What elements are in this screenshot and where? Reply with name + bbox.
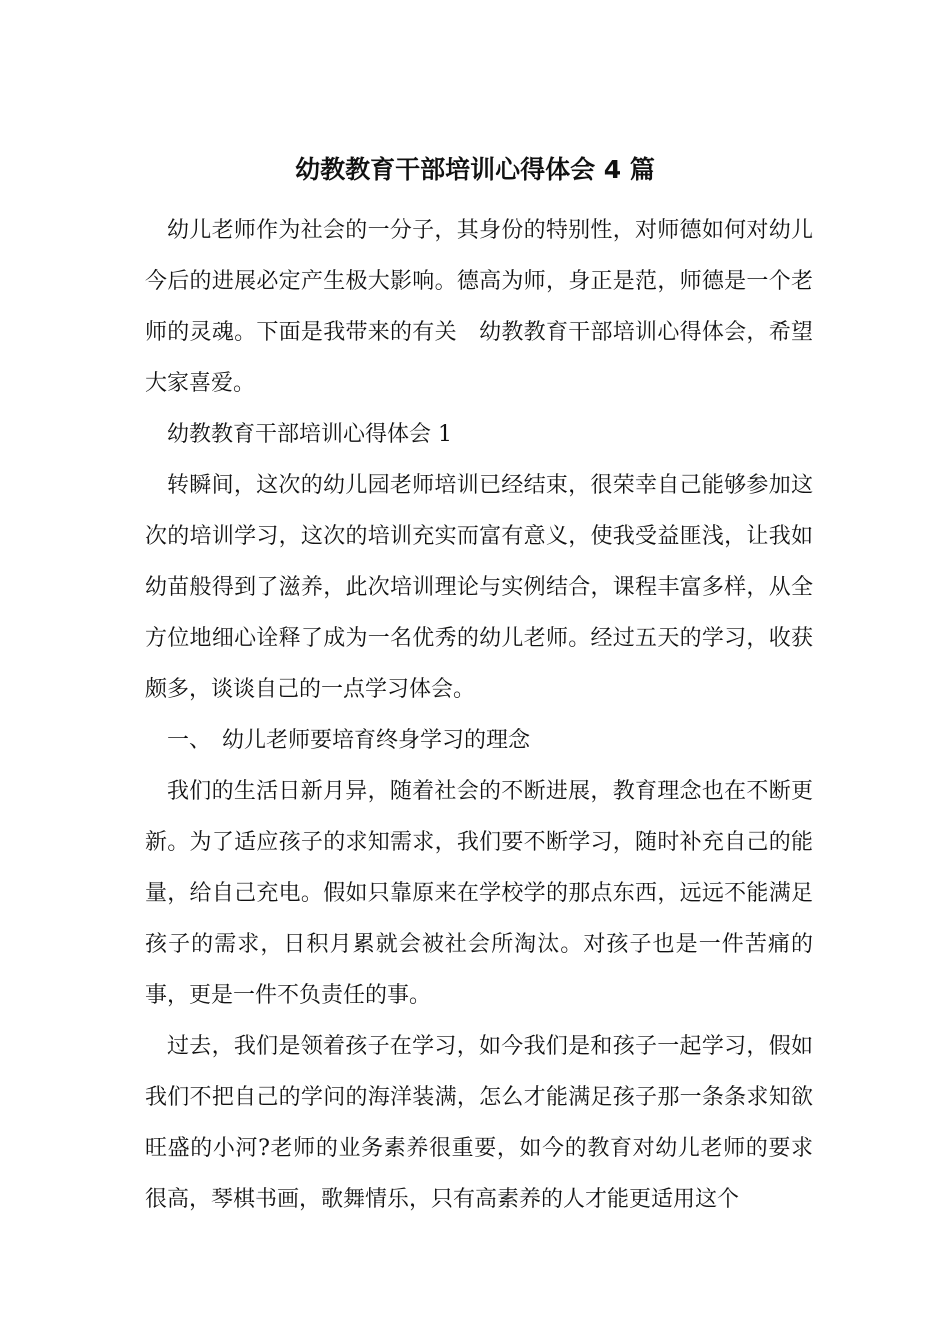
body-paragraph: 过去，我们是领着孩子在学习，如今我们是和孩子一起学习，假如我们不把自己的学问的海洋装满，怎么才能满足孩子那一条条求知欲旺盛的小河?老师的业务素养很重要，如今的教育对幼儿老师的要求很高，琴棋书画，歌舞情乐，只有高素养的人才能更适用这个 [145,1034,813,1212]
subsection-heading-1: 一、 幼儿老师要培育终身学习的理念 [167,728,531,753]
intro-paragraph: 幼儿老师作为社会的一分子，其身份的特别性，对师德如何对幼儿今后的进展必定产生极大影响。德高为师，身正是范，师德是一个老师的灵魂。下面是我带来的有关 幼教教育干部培训心得体会，希望大家喜爱。 [145,218,813,396]
document-title: 幼教教育干部培训心得体会 4 篇 [295,155,655,184]
body-paragraph: 我们的生活日新月异，随着社会的不断进展，教育理念也在不断更新。为了适应孩子的求知需求，我们要不断学习，随时补充自己的能量，给自己充电。假如只靠原来在学校学的那点东西，远远不能满足孩子的需求，日积月累就会被社会所淘汰。对孩子也是一件苦痛的事，更是一件不负责任的事。 [145,779,813,1008]
section-heading-1: 幼教教育干部培训心得体会 1 [167,422,452,447]
document-body [145,205,813,1225]
body-paragraph: 转瞬间，这次的幼儿园老师培训已经结束，很荣幸自己能够参加这次的培训学习，这次的培训充实而富有意义，使我受益匪浅，让我如幼苗般得到了滋养，此次培训理论与实例结合，课程丰富多样，从全方位地细心诠释了成为一名优秀的幼儿老师。经过五天的学习，收获颇多，谈谈自己的一点学习体会。 [145,473,813,702]
